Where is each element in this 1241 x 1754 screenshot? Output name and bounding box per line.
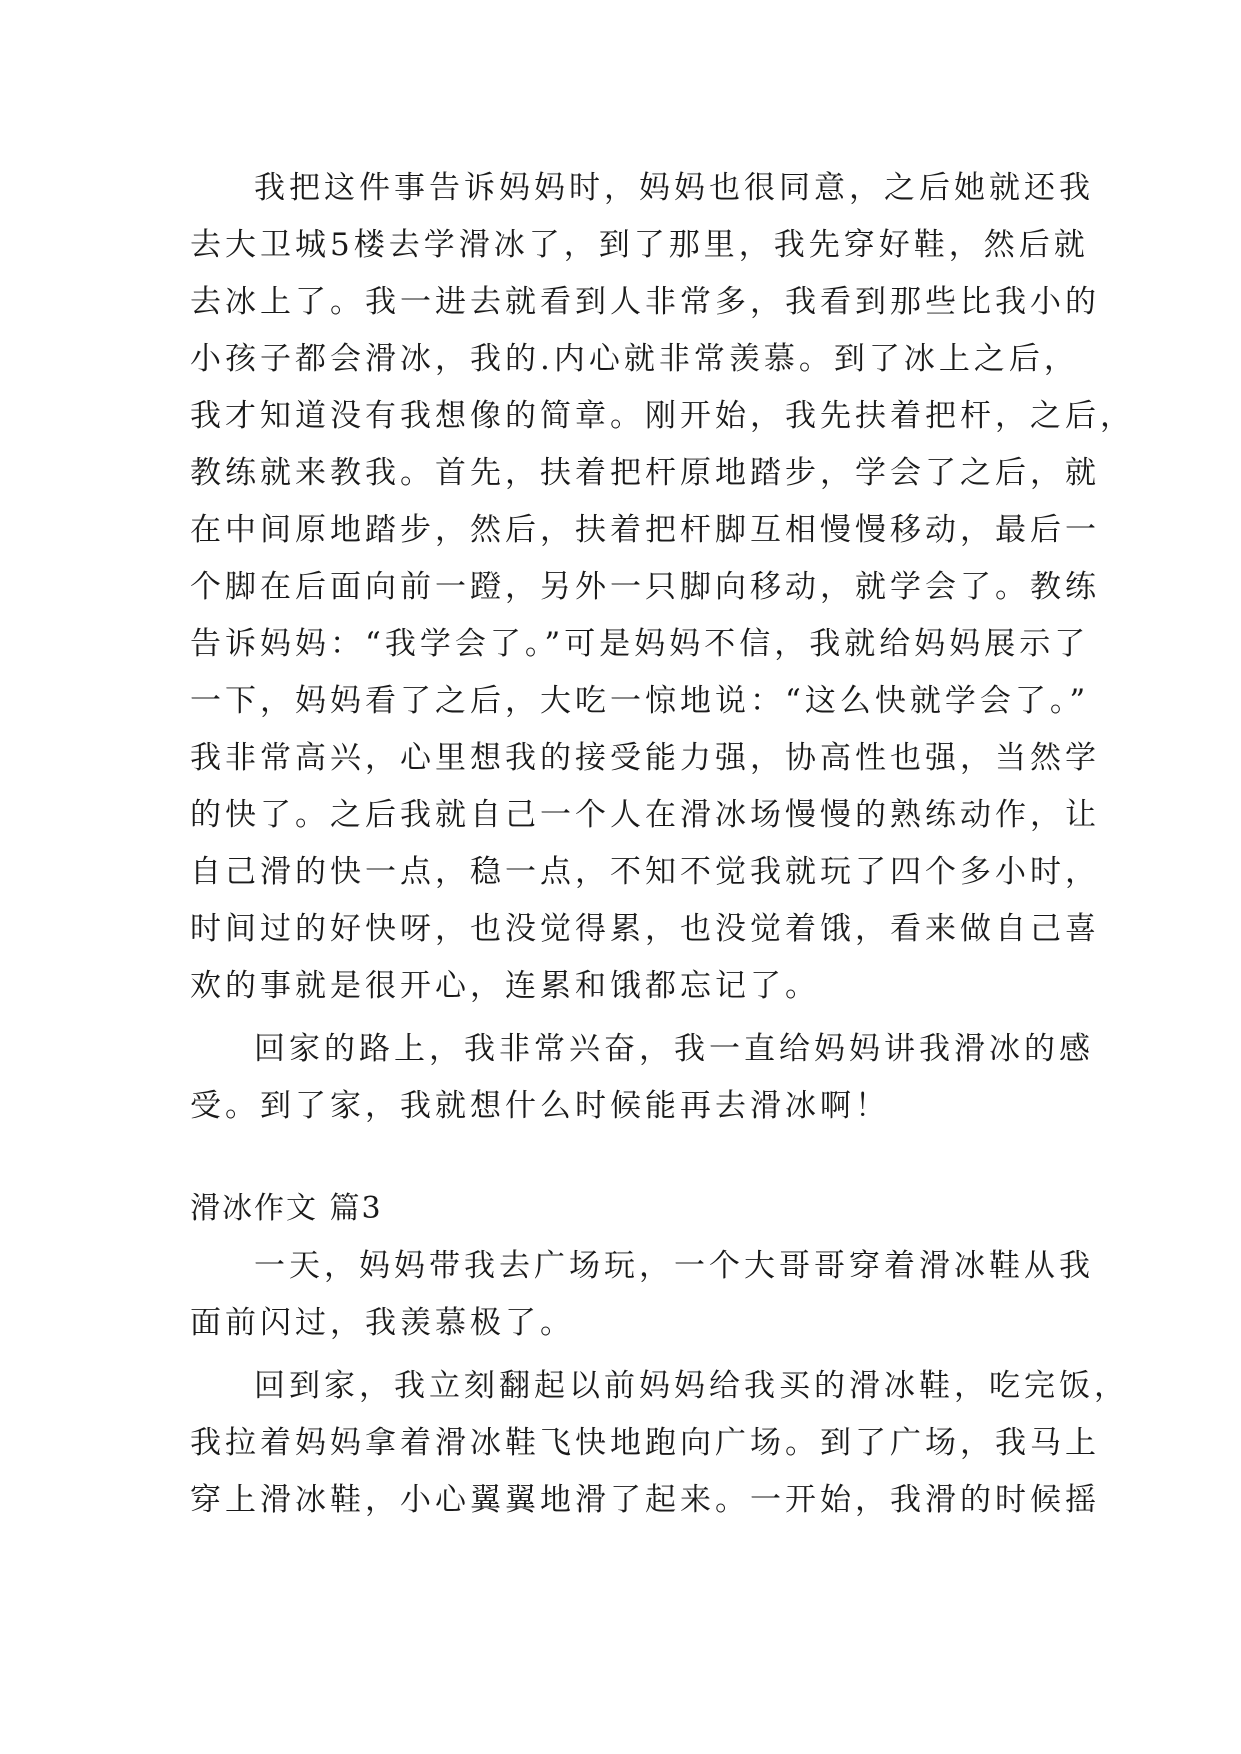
text-line: 面前闪过，我羡慕极了。 [190, 1305, 575, 1341]
text-line: 我非常高兴，心里想我的接受能力强，协高性也强，当然学 [190, 740, 1100, 776]
text-line: 一下，妈妈看了之后，大吃一惊地说：“这么快就学会了。” [190, 683, 1090, 719]
section-heading: 滑冰作文 篇3 [190, 1191, 383, 1226]
text-line: 去冰上了。我一进去就看到人非常多，我看到那些比我小的 [190, 284, 1100, 320]
text-line: 穿上滑冰鞋，小心翼翼地滑了起来。一开始，我滑的时候摇 [190, 1482, 1100, 1518]
text-line: 教练就来教我。首先，扶着把杆原地踏步，学会了之后，就 [190, 455, 1100, 491]
text-line: 告诉妈妈：“我学会了。”可是妈妈不信，我就给妈妈展示了 [190, 626, 1090, 662]
text-line: 我拉着妈妈拿着滑冰鞋飞快地跑向广场。到了广场，我马上 [190, 1425, 1100, 1461]
text-line: 我才知道没有我想像的简章。刚开始，我先扶着把杆，之后， [190, 398, 1135, 434]
text-line: 受。到了家，我就想什么时候能再去滑冰啊！ [190, 1088, 890, 1124]
text-line: 在中间原地踏步，然后，扶着把杆脚互相慢慢移动，最后一 [190, 512, 1100, 548]
text-line: 我把这件事告诉妈妈时，妈妈也很同意，之后她就还我 [254, 170, 1094, 206]
text-line: 回家的路上，我非常兴奋，我一直给妈妈讲我滑冰的感 [254, 1031, 1094, 1067]
text-line: 个脚在后面向前一蹬，另外一只脚向移动，就学会了。教练 [190, 569, 1100, 605]
text-line: 自己滑的快一点，稳一点，不知不觉我就玩了四个多小时， [190, 854, 1100, 890]
text-line: 去大卫城5楼去学滑冰了，到了那里，我先穿好鞋，然后就 [190, 227, 1089, 263]
text-line: 时间过的好快呀，也没觉得累，也没觉着饿，看来做自己喜 [190, 911, 1100, 947]
text-line: 一天，妈妈带我去广场玩，一个大哥哥穿着滑冰鞋从我 [254, 1248, 1094, 1284]
text-line: 欢的事就是很开心，连累和饿都忘记了。 [190, 968, 820, 1004]
text-line: 回到家，我立刻翻起以前妈妈给我买的滑冰鞋，吃完饭， [254, 1368, 1129, 1404]
text-line: 小孩子都会滑冰，我的.内心就非常羡慕。到了冰上之后， [190, 341, 1079, 377]
text-line: 的快了。之后我就自己一个人在滑冰场慢慢的熟练动作，让 [190, 797, 1100, 833]
